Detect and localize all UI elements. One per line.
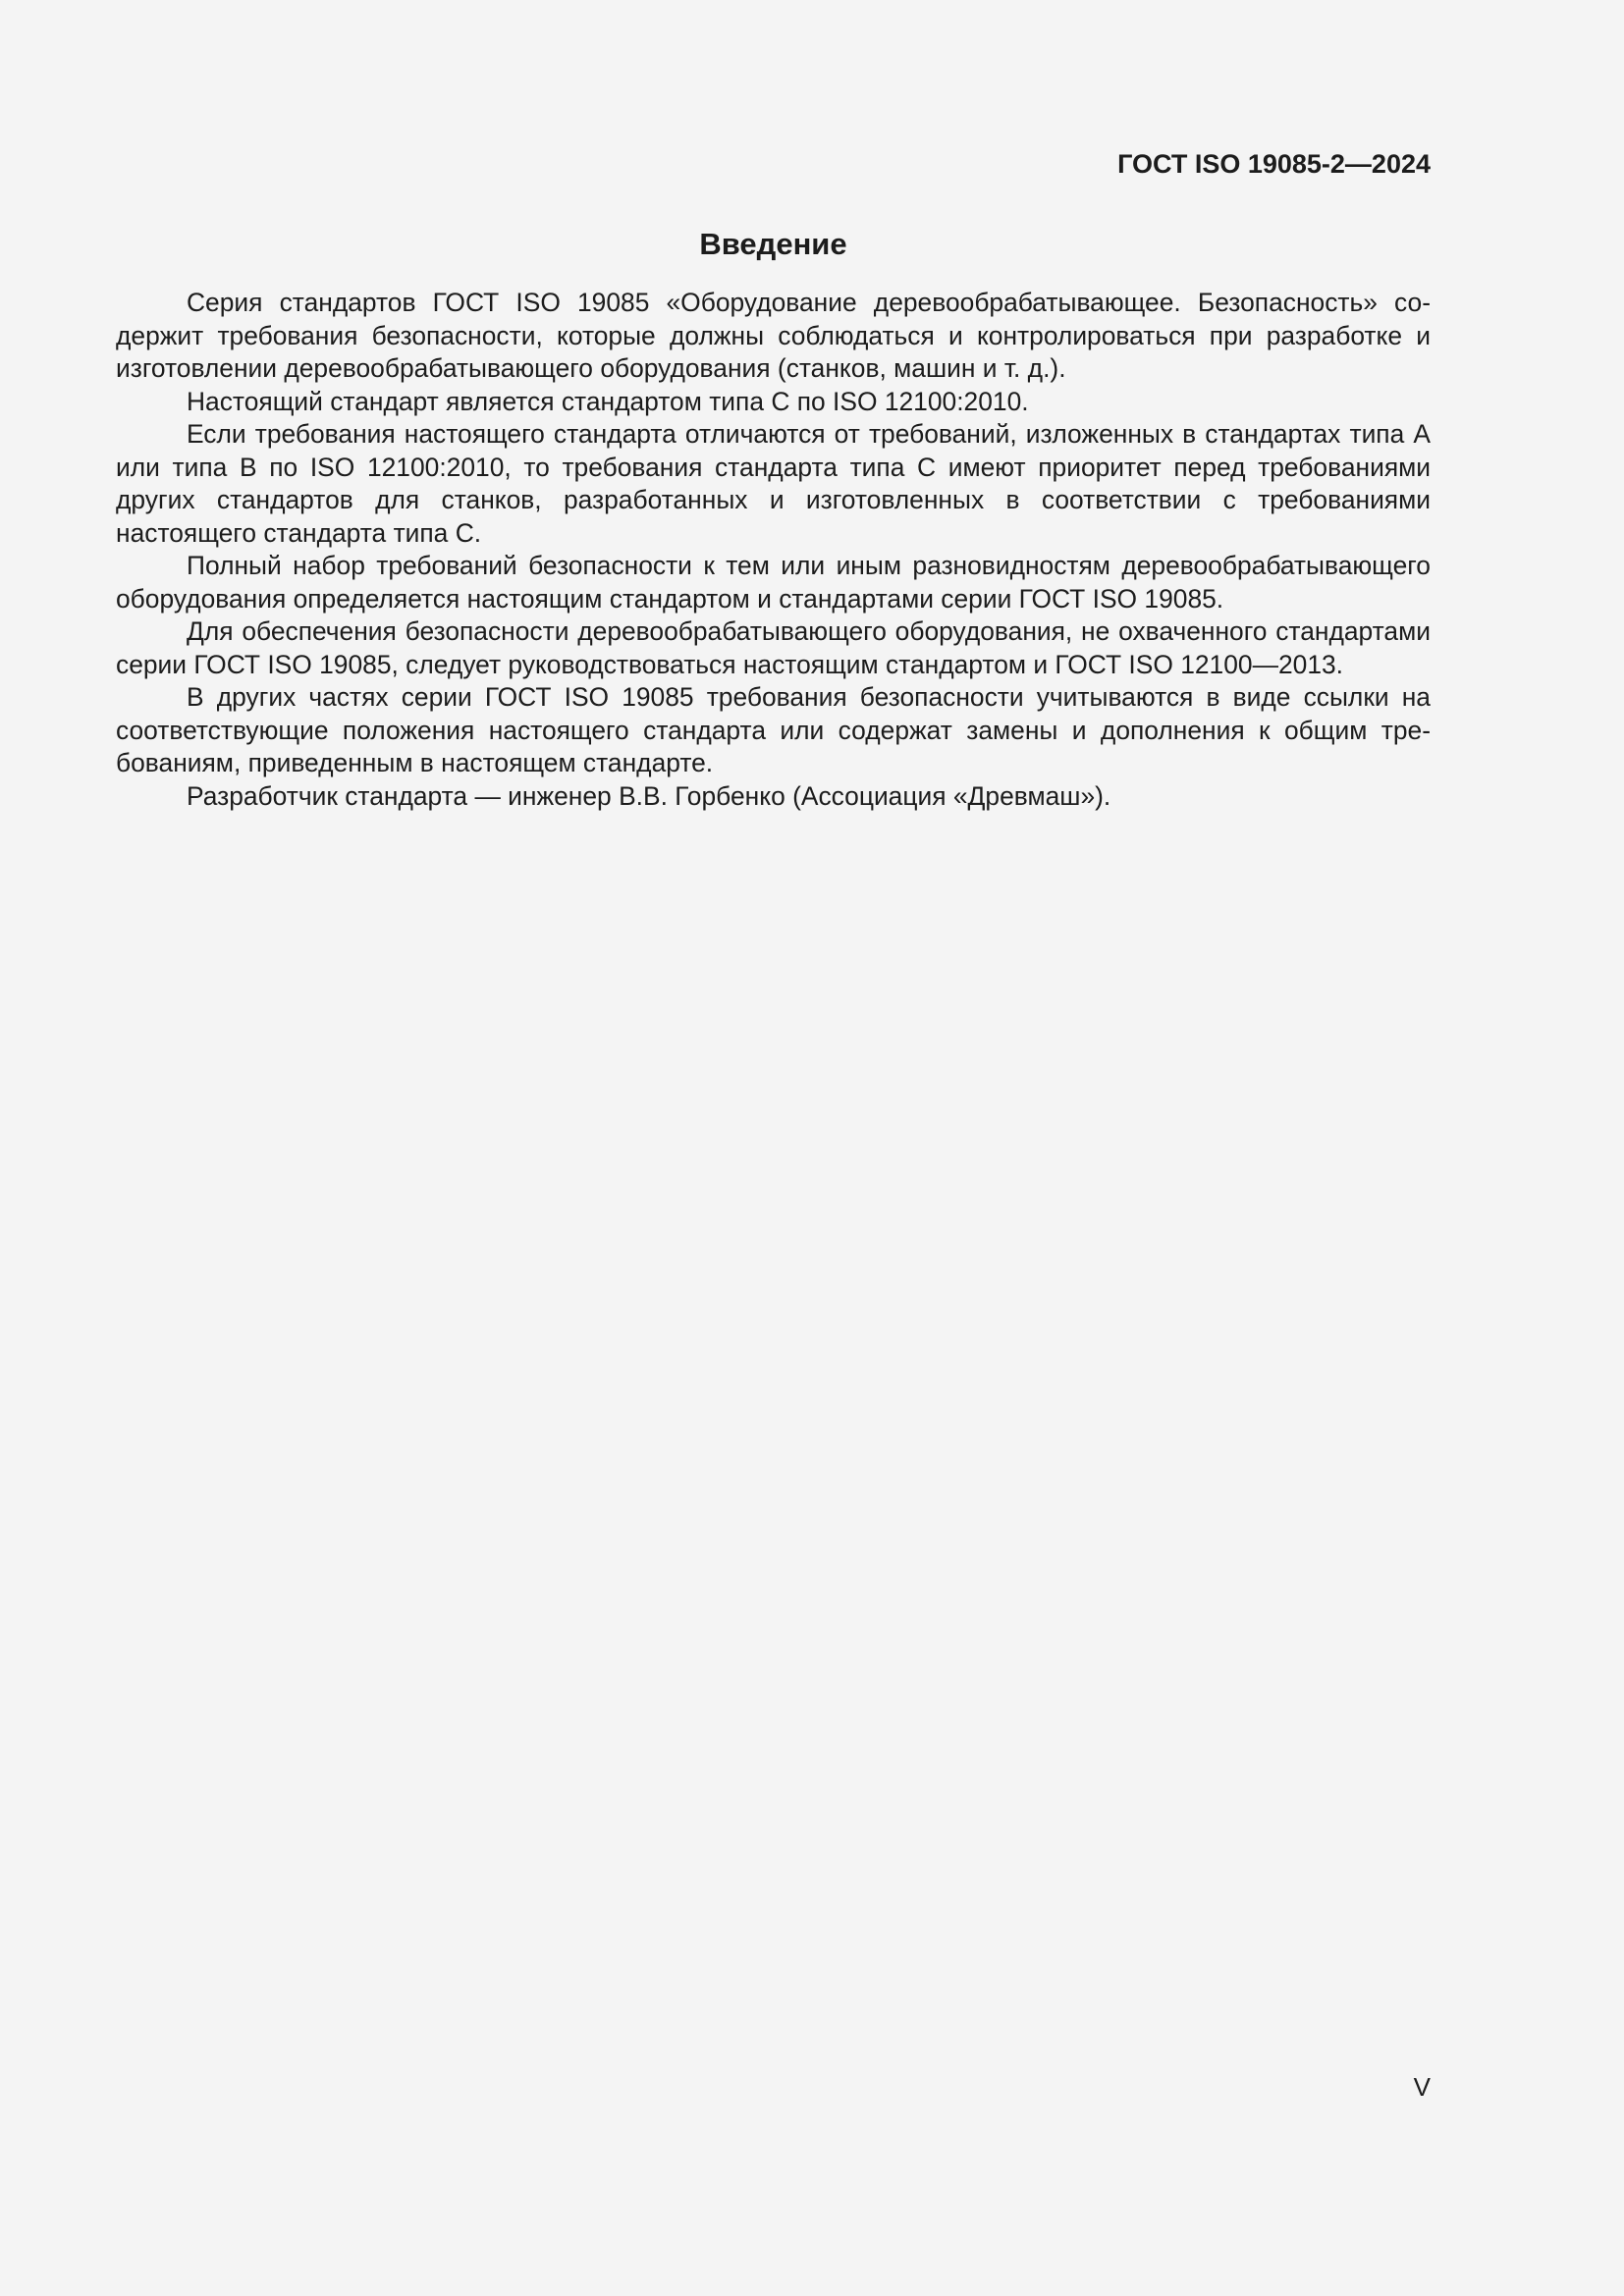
paragraph-developer: Разработчик стандарта — инженер В.В. Горбенко (Ассоциация «Древмаш»). — [187, 780, 1111, 811]
paragraph-full-requirements: Полный набор требований безопасности к тем или иным разновидностям деревообрабатывающего оборудования определяется настоящим стандартом и стандартами серии ГОСТ ISO 19085. — [116, 551, 1431, 614]
document-code-header: ГОСТ ISO 19085-2—2024 — [1117, 149, 1431, 179]
section-body — [116, 287, 1431, 813]
page-number: V — [1413, 2072, 1431, 2102]
paragraph-standard-type: Настоящий стандарт является стандартом типа С по ISO 12100:2010. — [187, 386, 1029, 416]
paragraph-series-description: Серия стандартов ГОСТ ISO 19085 «Оборудование деревообрабатывающее. Безопасность» содержит требования безопасности, которые должны соблюдаться и контролироваться при разработке и изготовлении деревообрабатывающего оборудования (станков, машин и т. д.). — [116, 288, 1431, 383]
paragraph-type-c-priority: Если требования настоящего стандарта отличаются от требований, изложенных в стандартах типа А или типа В по ISO 12100:2010, то требования стандарта типа С имеют приоритет перед требованиями других стандартов для станков, разработанных и изготовленных в соответствии с требованиями настоящего стандарта типа С. — [116, 419, 1431, 548]
section-title: Введение — [699, 227, 847, 261]
paragraph-other-parts: В других частях серии ГОСТ ISO 19085 требования безопасности учитываются в виде ссылки на соответствующие положения настоящего стандарта или содержат замены и дополнения к общим требованиям, приведенным в настоящем стандарте. — [116, 682, 1431, 777]
paragraph-uncovered-equipment: Для обеспечения безопасности деревообрабатывающего оборудования, не охваченного стандартами серии ГОСТ ISO 19085, следует руководствоваться настоящим стандартом и ГОСТ ISO 12100—2013. — [116, 616, 1431, 679]
